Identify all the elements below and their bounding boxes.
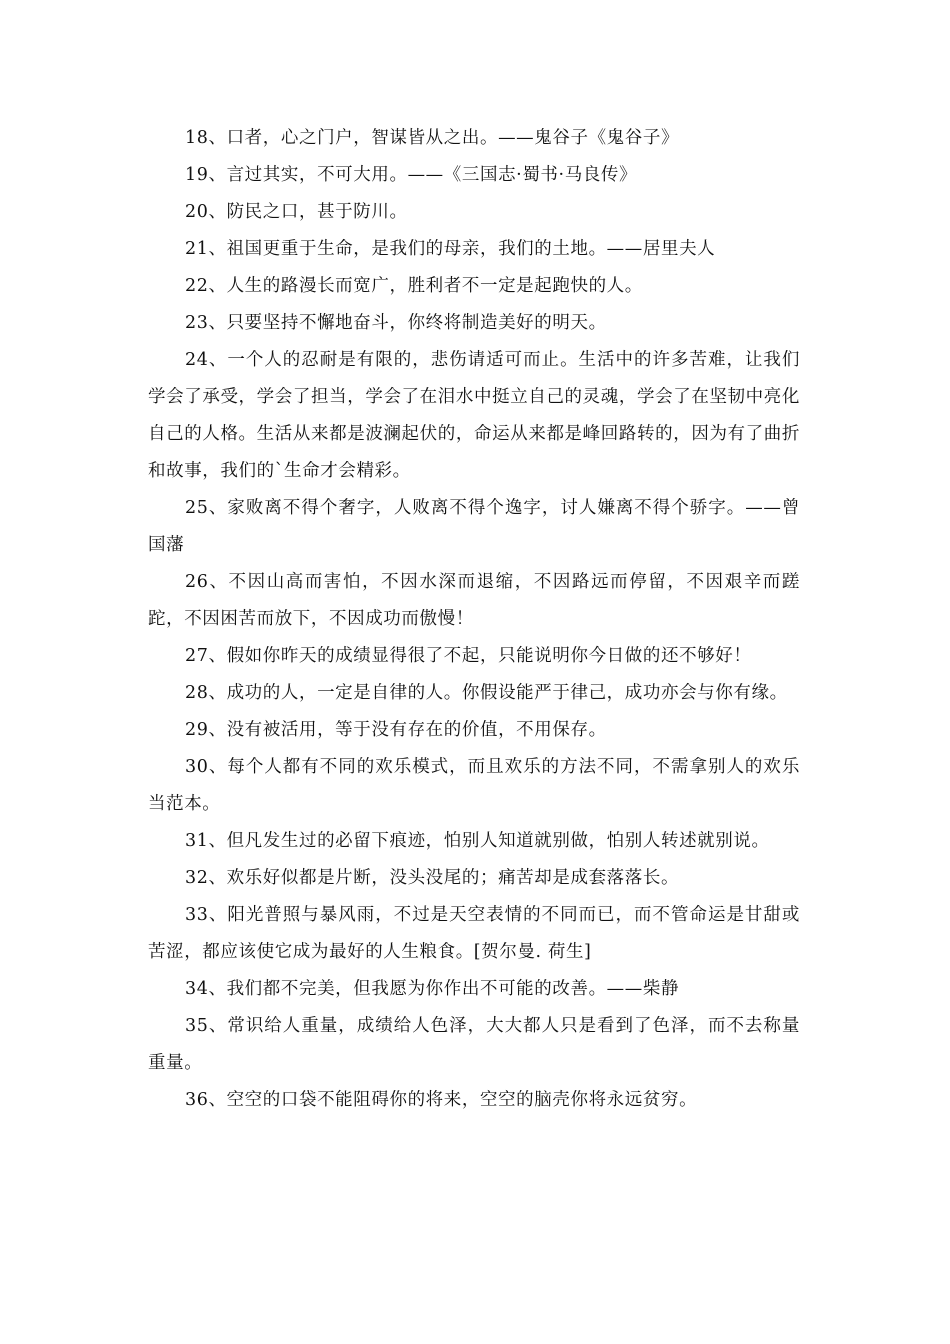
quote-paragraph-23: 23、只要坚持不懈地奋斗，你终将制造美好的明天。	[185, 313, 607, 333]
quote-paragraph-27: 27、假如你昨天的成绩显得很了不起，只能说明你今日做的还不够好！	[185, 646, 752, 666]
quote-paragraph-33: 33、阳光普照与暴风雨，不过是天空表情的不同而已，而不管命运是甘甜或苦涩，都应该使它成为最好的人生粮食。[贺尔曼. 荷生]	[148, 905, 800, 962]
quote-paragraph-28: 28、成功的人，一定是自律的人。你假设能严于律己，成功亦会与你有缘。	[185, 683, 788, 703]
quote-paragraph-24: 24、一个人的忍耐是有限的，悲伤请适可而止。生活中的许多苦难，让我们学会了承受，学会了担当，学会了在泪水中挺立自己的灵魂，学会了在坚韧中亮化自己的人格。生活从来都是波澜起伏的，命运从来都是峰回路转的，因为有了曲折和故事，我们的`生命才会精彩。	[148, 350, 800, 481]
quote-paragraph-29: 29、没有被活用，等于没有存在的价值，不用保存。	[185, 720, 607, 740]
quote-paragraph-34: 34、我们都不完美，但我愿为你作出不可能的改善。——柴静	[185, 979, 680, 999]
quote-paragraph-35: 35、常识给人重量，成绩给人色泽，大大都人只是看到了色泽，而不去称量重量。	[148, 1016, 800, 1073]
quote-paragraph-32: 32、欢乐好似都是片断，没头没尾的；痛苦却是成套落落长。	[185, 868, 680, 888]
quote-paragraph-36: 36、空空的口袋不能阻碍你的将来，空空的脑壳你将永远贫穷。	[185, 1090, 698, 1110]
quote-paragraph-30: 30、每个人都有不同的欢乐模式，而且欢乐的方法不同，不需拿别人的欢乐当范本。	[148, 757, 800, 814]
quote-paragraph-18: 18、口者，心之门户，智谋皆从之出。——鬼谷子《鬼谷子》	[185, 128, 680, 148]
quote-paragraph-31: 31、但凡发生过的必留下痕迹，怕别人知道就别做，怕别人转述就别说。	[185, 831, 770, 851]
quote-list	[148, 120, 800, 1119]
quote-paragraph-22: 22、人生的路漫长而宽广，胜利者不一定是起跑快的人。	[185, 276, 643, 296]
quote-paragraph-25: 25、家败离不得个奢字，人败离不得个逸字，讨人嫌离不得个骄字。——曾国藩	[148, 498, 800, 555]
quote-paragraph-19: 19、言过其实，不可大用。——《三国志·蜀书·马良传》	[185, 165, 638, 185]
quote-paragraph-20: 20、防民之口，甚于防川。	[185, 202, 408, 222]
quote-paragraph-26: 26、不因山高而害怕，不因水深而退缩，不因路远而停留，不因艰辛而蹉跎，不因困苦而放下，不因成功而傲慢！	[148, 572, 800, 629]
quote-paragraph-21: 21、祖国更重于生命，是我们的母亲，我们的土地。——居里夫人	[185, 239, 716, 259]
